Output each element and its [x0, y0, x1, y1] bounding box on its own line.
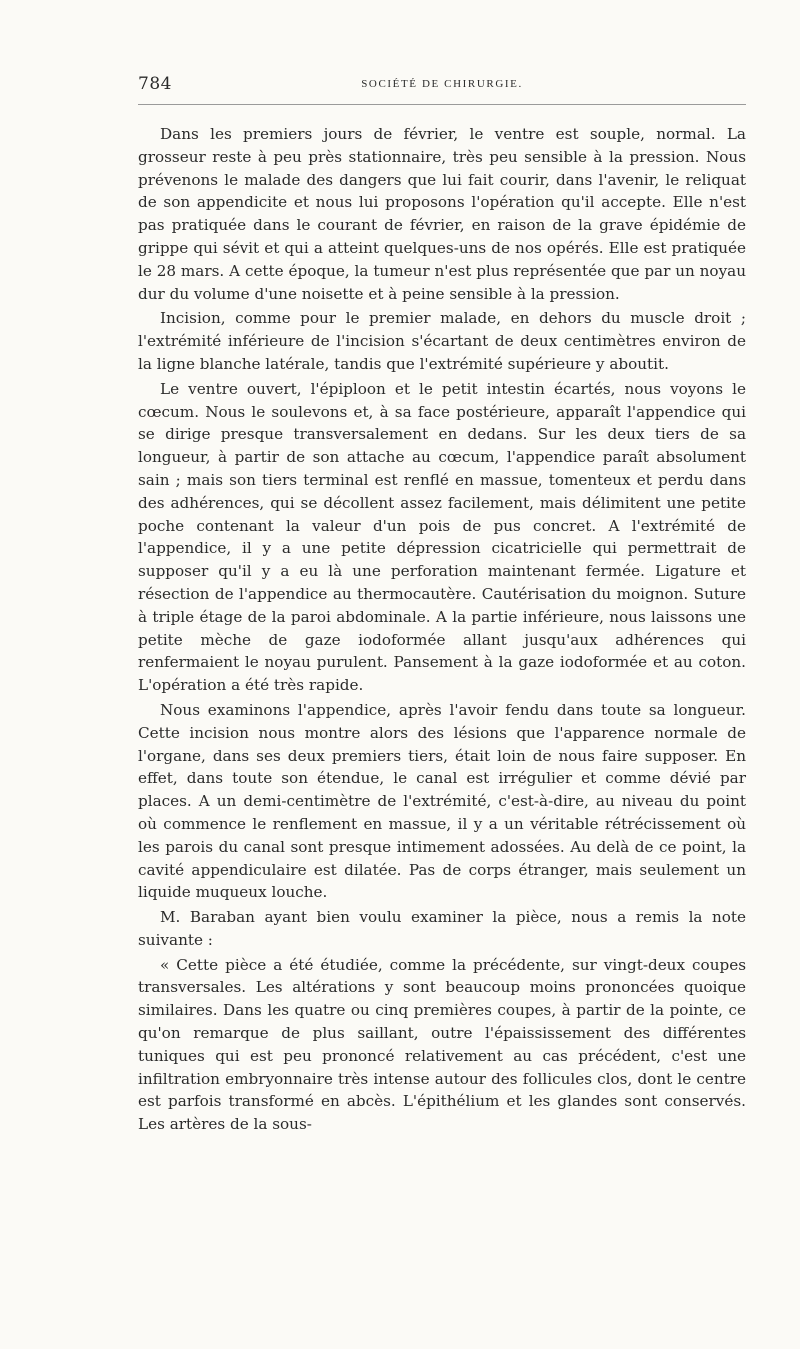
page-number: 784 — [138, 74, 172, 94]
paragraph: Nous examinons l'appendice, après l'avoir fendu dans toute sa longueur. Cette incision nous montre alors des lésions que l'apparence normale de l'organe, dans ses deux premiers tiers, était loin de nous faire supposer. En effet, dans toute son étendue, le canal est irrégulier et comme dévié par places. A un demi-centimètre de l'extrémité, c'est-à-dire, au niveau du point où commence le renflement en massue, il y a un véritable rétrécissement où les parois du canal sont presque intimement adossées. Au delà de ce point, la cavité appendiculaire est dilatée. Pas de corps étranger, mais seulement un liquide muqueux louche. — [138, 700, 746, 902]
paragraph: Le ventre ouvert, l'épiploon et le petit intestin écartés, nous voyons le cœcum. Nous le soulevons et, à sa face postérieure, apparaît l'appendice qui se dirige presque transversalement en dedans. Sur les deux tiers de sa longueur, à partir de son attache au cœcum, l'appendice paraît absolument sain ; mais son tiers terminal est renflé en massue, tomenteux et perdu dans des adhérences, qui se décollent assez facilement, mais délimitent une petite poche contenant la valeur d'un pois de pus concret. A l'extrémité de l'appendice, il y a une petite dépression cicatricielle qui permettrait de supposer qu'il y a eu là une perforation maintenant fermée. Ligature et résection de l'appendice au thermocautère. Cautérisation du moignon. Suture à triple étage de la paroi abdominale. A la partie inférieure, nous laissons une petite mèche de gaze iodoformée allant jusqu'aux adhérences qui renfermaient le noyau purulent. Pansement à la gaze iodoformée et au coton. L'opération a été très rapide. — [138, 379, 746, 695]
paragraph: Incision, comme pour le premier malade, en dehors du muscle droit ; l'extrémité inférieure de l'incision s'écartant de deux centimètres environ de la ligne blanche latérale, tandis que l'extrémité supérieure y aboutit. — [138, 309, 746, 373]
paragraph: M. Baraban ayant bien voulu examiner la pièce, nous a remis la note suivante : — [138, 908, 746, 949]
paragraph: Dans les premiers jours de février, le ventre est souple, normal. La grosseur reste à peu près stationnaire, très peu sensible à la pression. Nous prévenons le malade des dangers que lui fait courir, dans l'avenir, le reliquat de son appendicite et nous lui proposons l'opération qu'il accepte. Elle n'est pas pratiquée dans le courant de février, en raison de la grave épidémie de grippe qui sévit et qui a atteint quelques-uns de nos opérés. Elle est pratiquée le 28 mars. A cette époque, la tumeur n'est plus représentée que par un noyau dur du volume d'une noisette et à peine sensible à la pression. — [138, 125, 746, 303]
paragraph: « Cette pièce a été étudiée, comme la précédente, sur vingt-deux coupes transversales. Les altérations y sont beaucoup moins prononcées quoique similaires. Dans les quatre ou cinq premières coupes, à partir de la pointe, ce qu'on remarque de plus saillant, outre l'épaississement des différentes tuniques qui est peu prononcé relativement au cas précédent, c'est une infiltration embryonnaire très intense autour des follicules clos, dont le centre est parfois transformé en abcès. L'épithélium et les glandes sont conservés. Les artères de la sous- — [138, 955, 746, 1134]
body-text — [138, 123, 746, 1138]
running-title: SOCIÉTÉ DE CHIRURGIE. — [361, 78, 523, 90]
page-header — [138, 74, 746, 98]
header-rule — [138, 104, 746, 105]
